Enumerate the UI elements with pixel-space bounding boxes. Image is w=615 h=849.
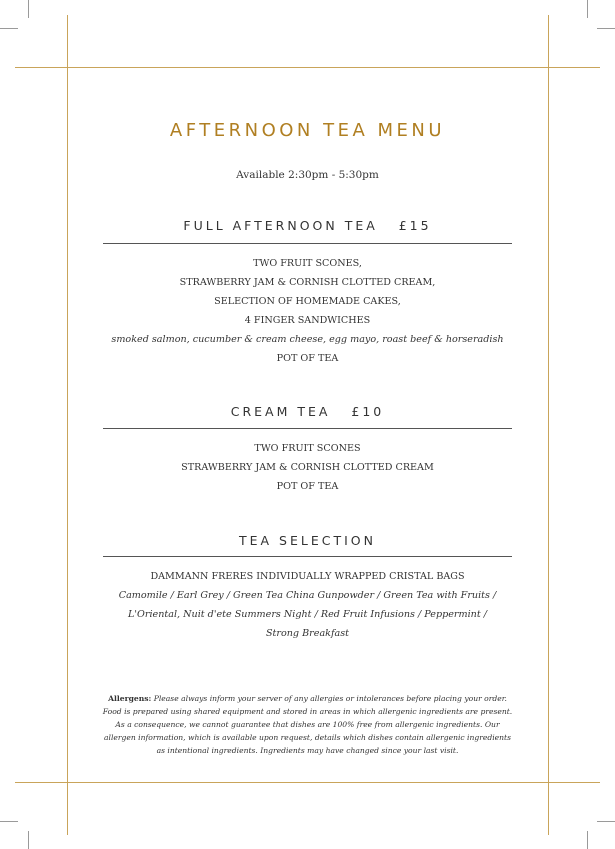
- full-tea-item: 4 FINGER SANDWICHES: [244, 315, 371, 326]
- cream-tea-item: POT OF TEA: [276, 481, 339, 492]
- full-tea-divider: [103, 243, 512, 244]
- cream-tea-heading: [0, 404, 615, 419]
- allergens-label: Allergens:: [108, 694, 152, 703]
- crop-mark-bl-h: [0, 821, 18, 822]
- allergen-line: allergen information, which is available upon request, details which dishes contain allergenic ingredients: [104, 733, 511, 742]
- crop-mark-tl-h: [0, 28, 18, 29]
- allergen-line: As a consequence, we cannot guarantee that dishes are 100% free from allergenic ingredients. Our: [115, 720, 500, 729]
- allergen-line: Please always inform your server of any allergies or intolerances before placing your order.: [153, 694, 507, 703]
- cream-tea-title: CREAM TEA: [230, 404, 331, 419]
- crop-mark-tl-v: [28, 0, 29, 18]
- availability-text: Available 2:30pm - 5:30pm: [236, 169, 379, 181]
- allergen-notice: [80, 692, 535, 757]
- full-tea-item: STRAWBERRY JAM & CORNISH CLOTTED CREAM,: [179, 277, 436, 288]
- cream-tea-item: STRAWBERRY JAM & CORNISH CLOTTED CREAM: [181, 462, 434, 473]
- full-tea-item: SELECTION OF HOMEMADE CAKES,: [214, 296, 401, 307]
- page-title: AFTERNOON TEA MENU: [169, 120, 446, 141]
- crop-mark-tr-h: [597, 28, 615, 29]
- cream-tea-item: TWO FRUIT SCONES: [254, 443, 361, 454]
- full-tea-item: TWO FRUIT SCONES,: [253, 258, 362, 269]
- crop-mark-bl-v: [28, 831, 29, 849]
- full-tea-items: [60, 254, 555, 368]
- sandwich-fillings: smoked salmon, cucumber & cream cheese, egg mayo, roast beef & horseradish: [111, 334, 504, 345]
- tea-list-line: Strong Breakfast: [265, 628, 350, 639]
- tea-selection-divider: [103, 556, 512, 557]
- frame-line-top: [15, 67, 600, 68]
- tea-list-line: Camomile / Earl Grey / Green Tea China Gunpowder / Green Tea with Fruits /: [118, 590, 497, 601]
- crop-mark-br-v: [587, 831, 588, 849]
- full-tea-heading: [0, 218, 615, 233]
- crop-mark-br-h: [597, 821, 615, 822]
- allergen-line: Food is prepared using shared equipment and stored in areas in which allergenic ingredients are present.: [102, 707, 513, 716]
- full-tea-item: POT OF TEA: [276, 353, 339, 364]
- frame-line-bottom: [15, 782, 600, 783]
- full-tea-title: FULL AFTERNOON TEA: [183, 218, 378, 233]
- tea-list-line: L'Oriental, Nuit d'ete Summers Night / Red Fruit Infusions / Peppermint /: [128, 609, 487, 620]
- tea-selection-heading: TEA SELECTION: [239, 533, 376, 548]
- cream-tea-items: [60, 439, 555, 496]
- full-tea-price: £15: [398, 218, 432, 233]
- cream-tea-price: £10: [351, 404, 385, 419]
- tea-selection-items: [60, 567, 555, 643]
- cream-tea-divider: [103, 428, 512, 429]
- tea-brand: DAMMANN FRERES INDIVIDUALLY WRAPPED CRISTAL BAGS: [150, 571, 465, 582]
- crop-mark-tr-v: [587, 0, 588, 18]
- allergen-line: as intentional ingredients. Ingredients may have changed since your last visit.: [156, 746, 459, 755]
